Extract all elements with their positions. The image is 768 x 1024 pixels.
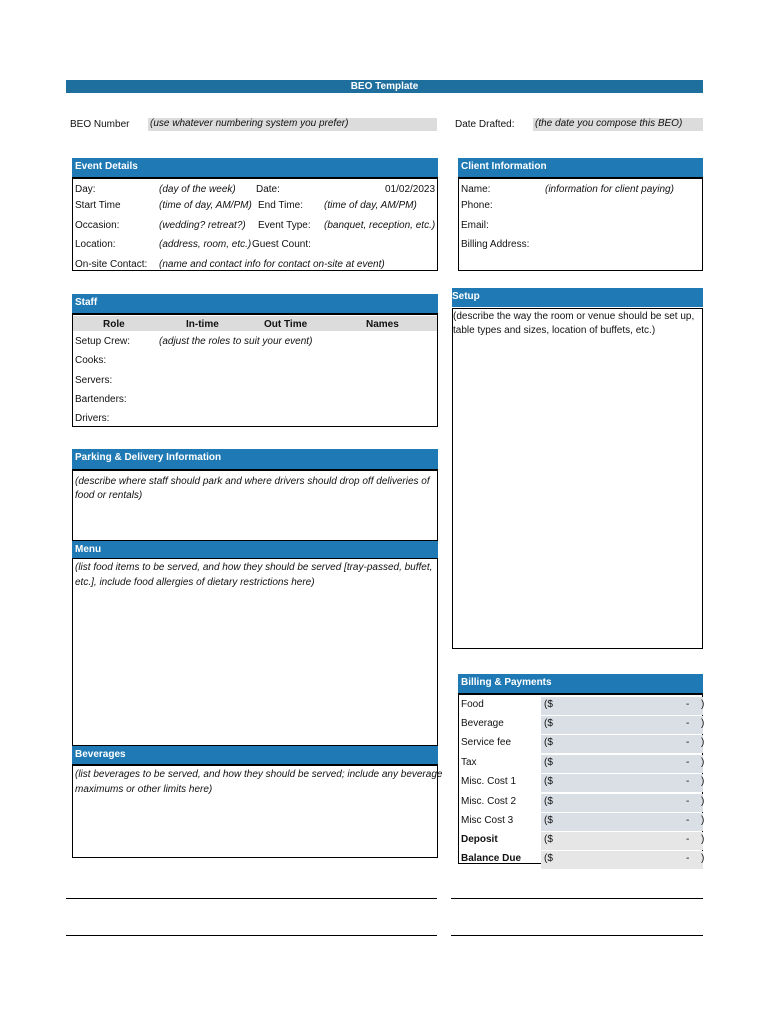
billing-currency: ($	[544, 834, 553, 845]
staff-col-role: Role	[103, 319, 125, 330]
billing-currency: ($	[544, 815, 553, 826]
billing-close-paren: )	[701, 853, 705, 864]
location-hint[interactable]: (address, room, etc.)	[159, 239, 252, 250]
billing-amount-field[interactable]	[541, 794, 703, 812]
billing-title: Billing & Payments	[461, 677, 552, 688]
beverages-text-line1: (list beverages to be served, and how they should be served; include any beverage	[75, 769, 443, 780]
staff-row-setup-crew: Setup Crew:	[75, 336, 131, 347]
parking-title: Parking & Delivery Information	[75, 452, 222, 463]
setup-text-line1: (describe the way the room or venue should be set up,	[453, 311, 695, 322]
billing-amount-value: -	[686, 853, 690, 864]
parking-text-line1: (describe where staff should park and where drivers should drop off deliveries of	[75, 476, 430, 487]
client-email-label: Email:	[461, 220, 489, 231]
beo-number-label: BEO Number	[70, 119, 130, 130]
location-label: Location:	[75, 239, 116, 250]
signature-line-left-1	[66, 898, 437, 899]
staff-row-bartenders: Bartenders:	[75, 394, 127, 405]
end-time-label: End Time:	[258, 200, 304, 211]
billing-amount-value: -	[686, 718, 690, 729]
staff-col-in-time: In-time	[186, 319, 219, 330]
billing-currency: ($	[544, 757, 553, 768]
client-phone-label: Phone:	[461, 200, 493, 211]
billing-close-paren: )	[701, 796, 705, 807]
billing-close-paren: )	[701, 737, 705, 748]
end-time-hint[interactable]: (time of day, AM/PM)	[324, 200, 417, 211]
billing-amount-value: -	[686, 834, 690, 845]
occasion-hint[interactable]: (wedding? retreat?)	[159, 220, 246, 231]
billing-row-label: Deposit	[461, 834, 498, 845]
guest-count-label: Guest Count:	[252, 239, 311, 250]
client-info-title: Client Information	[461, 161, 547, 172]
billing-amount-field[interactable]	[541, 774, 703, 792]
billing-header	[458, 674, 703, 693]
onsite-contact-hint[interactable]: (name and contact info for contact on-site at event)	[159, 259, 385, 270]
day-hint[interactable]: (day of the week)	[159, 184, 236, 195]
onsite-contact-label: On-site Contact:	[75, 259, 148, 270]
billing-currency: ($	[544, 699, 553, 710]
billing-currency: ($	[544, 718, 553, 729]
billing-row-label: Service fee	[461, 737, 512, 748]
billing-amount-field[interactable]	[541, 716, 703, 734]
staff-col-out-time: Out Time	[264, 319, 308, 330]
setup-text-line2: table types and sizes, location of buffets, etc.)	[453, 325, 656, 336]
billing-row-label: Food	[461, 699, 484, 710]
billing-currency: ($	[544, 776, 553, 787]
billing-close-paren: )	[701, 815, 705, 826]
billing-amount-value: -	[686, 776, 690, 787]
date-value[interactable]: 01/02/2023	[385, 184, 436, 195]
event-details-header	[72, 158, 438, 177]
billing-close-paren: )	[701, 718, 705, 729]
billing-amount-value: -	[686, 757, 690, 768]
setup-title: Setup	[452, 291, 480, 302]
billing-currency: ($	[544, 796, 553, 807]
billing-amount-value: -	[686, 796, 690, 807]
billing-close-paren: )	[701, 834, 705, 845]
billing-currency: ($	[544, 853, 553, 864]
billing-row-label: Tax	[461, 757, 477, 768]
title-bar	[66, 80, 703, 93]
date-drafted-label: Date Drafted:	[455, 119, 515, 130]
billing-amount-field[interactable]	[541, 755, 703, 773]
date-drafted-field[interactable]	[533, 118, 703, 131]
signature-line-left-2	[66, 935, 437, 936]
parking-header	[72, 449, 438, 469]
billing-amount-value: -	[686, 815, 690, 826]
staff-title: Staff	[75, 297, 98, 308]
day-label: Day:	[75, 184, 96, 195]
billing-amount-value: -	[686, 737, 690, 748]
billing-close-paren: )	[701, 757, 705, 768]
signature-line-right-1	[451, 898, 703, 899]
menu-text-line1: (list food items to be served, and how they should be served [tray-passed, buffet,	[75, 562, 433, 573]
beo-number-field[interactable]	[148, 118, 437, 131]
event-type-hint[interactable]: (banquet, reception, etc.)	[324, 220, 436, 231]
client-name-hint[interactable]: (information for client paying)	[545, 184, 674, 195]
billing-amount-field[interactable]	[541, 832, 703, 850]
start-time-label: Start Time	[75, 200, 121, 211]
parking-text-line2: food or rentals)	[75, 490, 143, 501]
staff-col-names: Names	[366, 319, 399, 330]
billing-row-label: Beverage	[461, 718, 504, 729]
billing-amount-field[interactable]	[541, 697, 703, 715]
staff-row-servers: Servers:	[75, 375, 113, 386]
beverages-title: Beverages	[75, 749, 126, 760]
staff-header	[72, 294, 438, 313]
billing-amount-value: -	[686, 699, 690, 710]
page-title: BEO Template	[350, 81, 419, 92]
beverages-header	[72, 746, 438, 764]
staff-row-cooks: Cooks:	[75, 355, 107, 366]
event-details-title: Event Details	[75, 161, 138, 172]
billing-row-label: Misc. Cost 1	[461, 776, 517, 787]
staff-hint[interactable]: (adjust the roles to suit your event)	[159, 336, 313, 347]
billing-row-label: Balance Due	[461, 853, 522, 864]
setup-header	[452, 288, 703, 307]
billing-amount-field[interactable]	[541, 735, 703, 753]
signature-line-right-2	[451, 935, 703, 936]
billing-currency: ($	[544, 737, 553, 748]
occasion-label: Occasion:	[75, 220, 120, 231]
setup-box[interactable]	[452, 308, 703, 649]
start-time-hint[interactable]: (time of day, AM/PM)	[159, 200, 252, 211]
menu-header	[72, 541, 438, 558]
client-billing-label: Billing Address:	[461, 239, 530, 250]
menu-title: Menu	[75, 544, 102, 555]
billing-amount-field[interactable]	[541, 851, 703, 869]
billing-close-paren: )	[701, 699, 705, 710]
event-type-label: Event Type:	[258, 220, 311, 231]
staff-row-drivers: Drivers:	[75, 413, 110, 424]
billing-close-paren: )	[701, 776, 705, 787]
date-label: Date:	[256, 184, 280, 195]
menu-text-line2: etc.], include food allergies of dietary restrictions here)	[75, 577, 315, 588]
client-info-header	[458, 158, 703, 177]
client-name-label: Name:	[461, 184, 491, 195]
beverages-text-line2: maximums or other limits here)	[75, 784, 213, 795]
billing-row-label: Misc. Cost 2	[461, 796, 517, 807]
billing-amount-field[interactable]	[541, 813, 703, 831]
date-drafted-hint: (the date you compose this BEO)	[535, 118, 683, 129]
beo-number-hint: (use whatever numbering system you prefer)	[150, 118, 349, 129]
billing-row-label: Misc Cost 3	[461, 815, 514, 826]
